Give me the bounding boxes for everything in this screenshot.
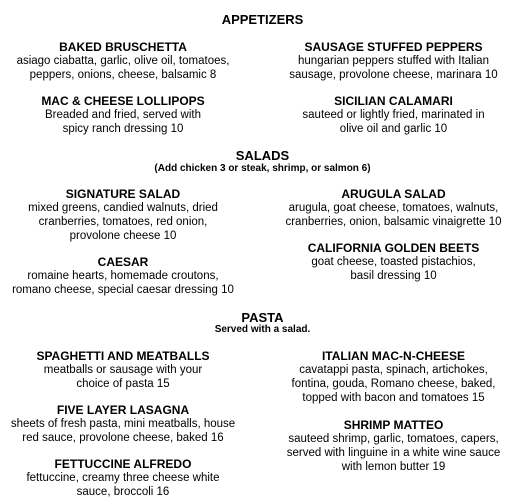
item-description-line: romaine hearts, homemade croutons, xyxy=(27,270,219,282)
item-name: ITALIAN MAC-N-CHEESE xyxy=(321,349,466,363)
menu-item-five-layer-lasagna xyxy=(0,403,246,445)
item-name: CALIFORNIA GOLDEN BEETS xyxy=(307,241,480,255)
menu-item-spaghetti-and-meatballs xyxy=(0,349,246,391)
item-description-line: mixed greens, candied walnuts, dried xyxy=(28,202,218,214)
item-name: SICILIAN CALAMARI xyxy=(334,94,453,108)
item-name: ARUGULA SALAD xyxy=(341,187,446,201)
item-description-line: peppers, onions, cheese, balsamic 8 xyxy=(29,69,217,81)
item-description-line: choice of pasta 15 xyxy=(76,378,170,390)
item-name: FETTUCCINE ALFREDO xyxy=(54,457,192,471)
item-description-line: topped with bacon and tomatoes 15 xyxy=(302,392,485,404)
item-description-line: cranberries, tomatoes, red onion, xyxy=(38,216,208,228)
menu-item-arugula-salad xyxy=(262,187,525,229)
item-name: FIVE LAYER LASAGNA xyxy=(56,403,190,417)
item-description-line: arugula, goat cheese, tomatoes, walnuts, xyxy=(288,202,499,214)
item-description-line: Breaded and fried, served with xyxy=(45,109,201,121)
item-name: BAKED BRUSCHETTA xyxy=(59,40,187,54)
item-description-line: romano cheese, special caesar dressing 10 xyxy=(12,284,234,296)
menu-item-signature-salad xyxy=(0,187,246,243)
salads-note: (Add chicken 3 or steak, shrimp, or salmon 6) xyxy=(154,163,371,174)
item-description-line: meatballs or sausage with your xyxy=(43,364,203,376)
item-description-line: red sauce, provolone cheese, baked 16 xyxy=(22,432,224,444)
pasta-heading: PASTA xyxy=(241,310,284,325)
item-description-line: spicy ranch dressing 10 xyxy=(62,123,184,135)
item-name: CAESAR xyxy=(97,255,149,269)
menu-item-baked-bruschetta xyxy=(0,40,246,82)
item-description-line: fontina, gouda, Romano cheese, baked, xyxy=(291,378,496,390)
item-description-line: served with linguine in a white wine sauce xyxy=(286,447,501,459)
item-description-line: fettuccine, creamy three cheese white xyxy=(26,472,220,484)
item-description-line: sauteed or lightly fried, marinated in xyxy=(302,109,485,121)
menu-item-sausage-stuffed-peppers xyxy=(262,40,525,82)
item-description-line: cavatappi pasta, spinach, artichokes, xyxy=(299,364,488,376)
item-name: MAC & CHEESE LOLLIPOPS xyxy=(41,94,205,108)
pasta-note: Served with a salad. xyxy=(214,324,311,335)
item-description-line: sauce, broccoli 16 xyxy=(76,486,170,498)
menu-item-california-golden-beets xyxy=(262,241,525,283)
item-name: SAUSAGE STUFFED PEPPERS xyxy=(304,40,483,54)
item-description-line: olive oil and garlic 10 xyxy=(339,123,448,135)
menu-item-caesar xyxy=(0,255,246,297)
appetizers-heading: APPETIZERS xyxy=(221,12,304,27)
item-description-line: basil dressing 10 xyxy=(350,270,437,282)
item-description-line: with lemon butter 19 xyxy=(341,461,446,473)
item-name: SPAGHETTI AND MEATBALLS xyxy=(36,349,210,363)
salads-heading: SALADS xyxy=(235,148,290,163)
item-description-line: sausage, provolone cheese, marinara 10 xyxy=(289,69,498,81)
item-name: SHRIMP MATTEO xyxy=(343,418,444,432)
item-name: SIGNATURE SALAD xyxy=(65,187,181,201)
item-description-line: provolone cheese 10 xyxy=(69,230,177,242)
item-description-line: hungarian peppers stuffed with Italian xyxy=(298,55,489,67)
item-description-line: asiago ciabatta, garlic, olive oil, tomatoes, xyxy=(16,55,230,67)
menu-item-mac-cheese-lollipops xyxy=(0,94,246,136)
menu-item-sicilian-calamari xyxy=(262,94,525,136)
menu-item-shrimp-matteo xyxy=(262,418,525,474)
item-description-line: goat cheese, toasted pistachios, xyxy=(311,256,476,268)
menu-item-italian-mac-n-cheese xyxy=(262,349,525,405)
item-description-line: sheets of fresh pasta, mini meatballs, house xyxy=(10,418,236,430)
item-description-line: cranberries, onion, balsamic vinaigrette 10 xyxy=(285,216,502,228)
menu-item-fettuccine-alfredo xyxy=(0,457,246,499)
item-description-line: sauteed shrimp, garlic, tomatoes, capers, xyxy=(288,433,499,445)
